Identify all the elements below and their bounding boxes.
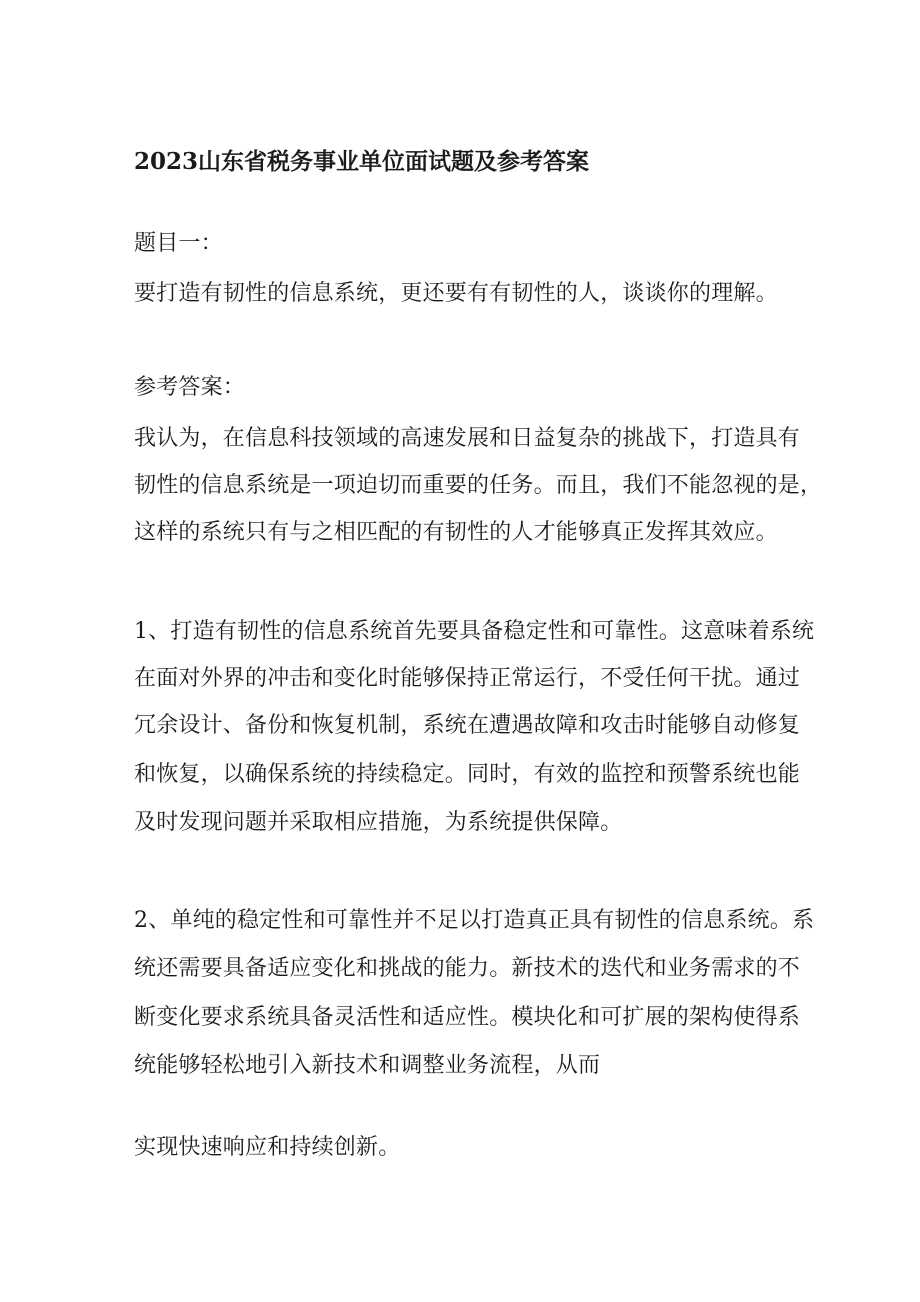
point2-line: 统能够轻松地引入新技术和调整业务流程，从而: [134, 1053, 601, 1078]
intro-line: 我认为，在信息科技领域的高速发展和日益复杂的挑战下，打造具有: [134, 426, 801, 451]
intro-line: 这样的系统只有与之相匹配的有韧性的人才能够真正发挥其效应。: [134, 520, 778, 545]
intro-line: 韧性的信息系统是一项迫切而重要的任务。而且，我们不能忽视的是，: [134, 473, 823, 498]
point2-line: 断变化要求系统具备灵活性和适应性。模块化和可扩展的架构使得系: [134, 1005, 801, 1030]
answer-heading: 参考答案：: [134, 375, 246, 400]
point1-line: 和恢复，以确保系统的持续稳定。同时，有效的监控和预警系统也能: [134, 762, 801, 787]
point1-line: 在面对外界的冲击和变化时能够保持正常运行，不受任何干扰。通过: [134, 666, 801, 691]
document-title: 2023山东省税务事业单位面试题及参考答案: [134, 148, 590, 175]
point1-line: 及时发现问题并采取相应措施，为系统提供保障。: [134, 810, 623, 835]
point1-line: 冗余设计、备份和恢复机制，系统在遭遇故障和攻击时能够自动修复: [134, 713, 801, 738]
question-text: 要打造有韧性的信息系统，更还要有有韧性的人，谈谈你的理解。: [134, 281, 778, 306]
point2-line: 2、单纯的稳定性和可靠性并不足以打造真正具有韧性的信息系统。系: [134, 908, 815, 933]
point2-line: 统还需要具备适应变化和挑战的能力。新技术的迭代和业务需求的不: [134, 956, 801, 981]
question-heading: 题目一：: [134, 231, 223, 256]
continuation-line: 实现快速响应和持续创新。: [134, 1135, 401, 1160]
point1-line: 1、打造有韧性的信息系统首先要具备稳定性和可靠性。这意味着系统: [134, 619, 815, 644]
